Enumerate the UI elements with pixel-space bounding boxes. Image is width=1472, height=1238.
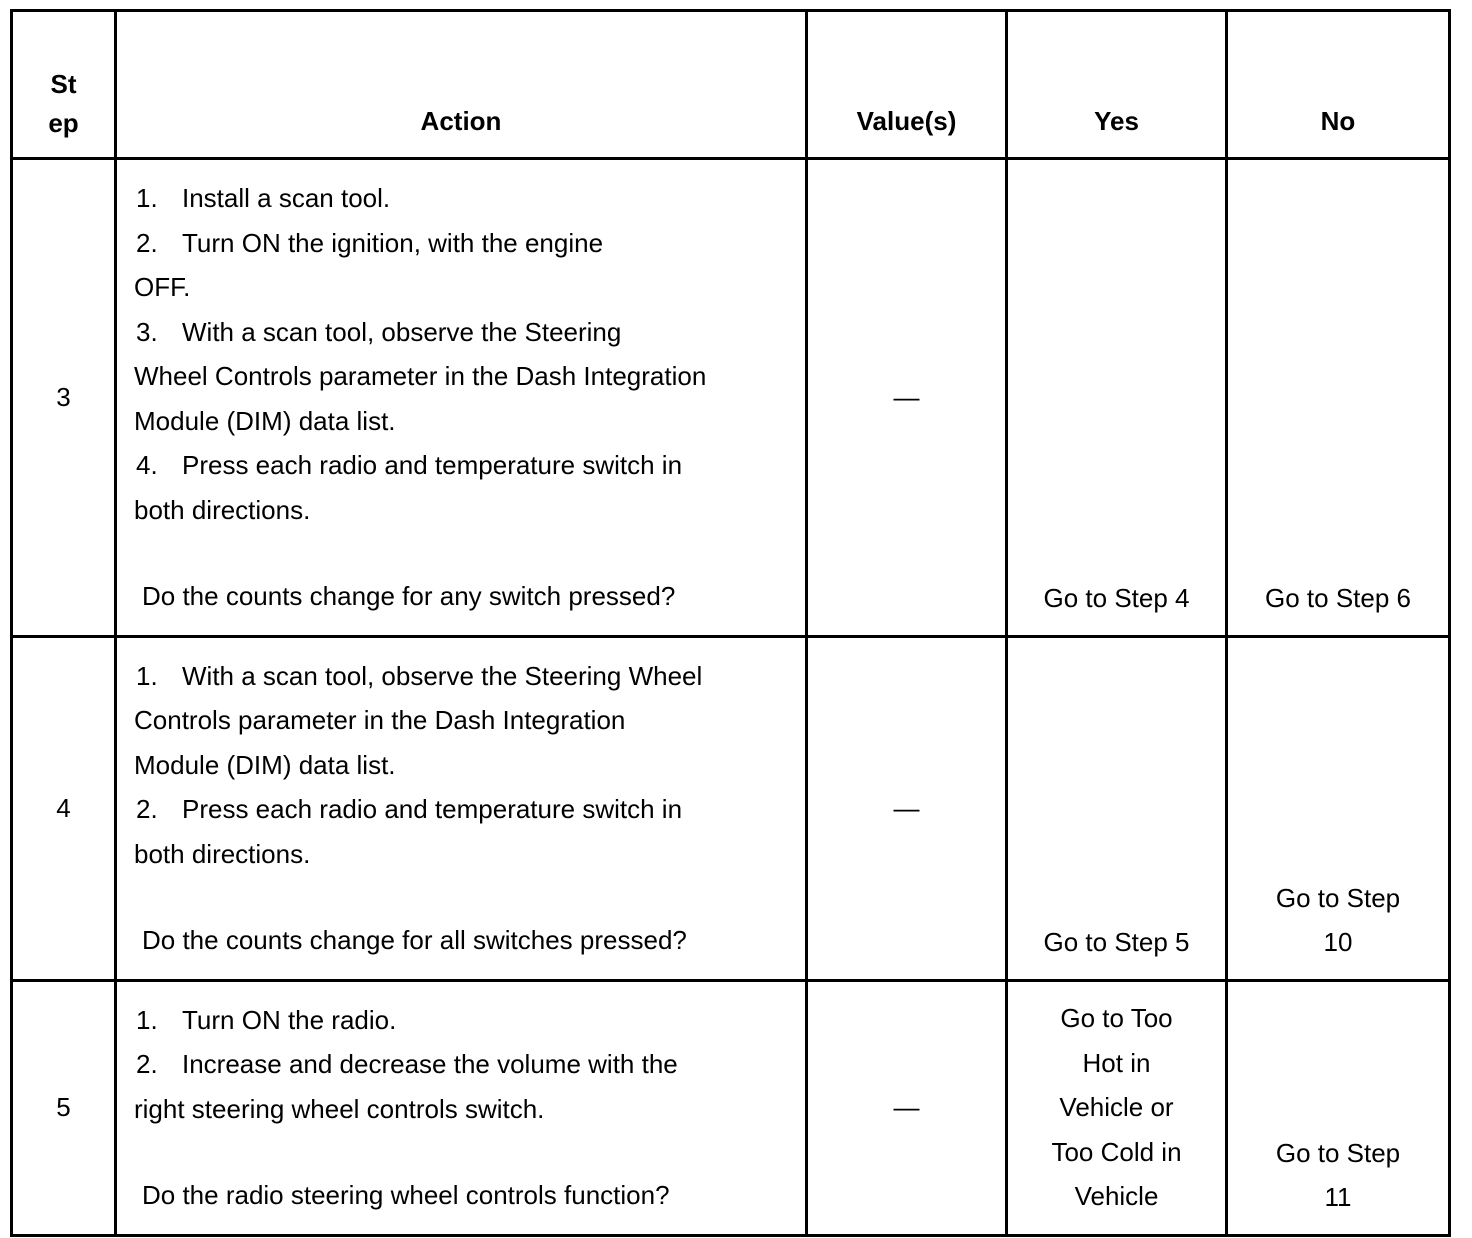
action-item: 3. With a scan tool, observe the Steering — [136, 316, 622, 347]
action-item: 2. Increase and decrease the volume with the — [136, 1049, 678, 1079]
action-item: 1. Install a scan tool. — [136, 183, 391, 213]
yes-cell: Go to Step 5 — [1007, 636, 1227, 980]
step-number: 5 — [12, 980, 116, 1235]
action-item: 2. Press each radio and temperature switch in — [136, 794, 683, 824]
action-question: Do the counts change for all switches pressed? — [142, 925, 687, 955]
no-cell: Go to Step 11 — [1227, 980, 1450, 1235]
value-cell: — — [807, 159, 1007, 637]
diagnostic-table — [10, 9, 1451, 1237]
yes-cell: Go to Too Hot in Vehicle or Too Cold in Vehicle — [1007, 980, 1227, 1235]
table-row — [12, 980, 1450, 1235]
header-step: St ep — [12, 11, 116, 159]
header-values: Value(s) — [807, 11, 1007, 159]
action-item: 1. With a scan tool, observe the Steering Wheel — [136, 660, 703, 691]
header-no: No — [1227, 11, 1450, 159]
action-cell: 1. Install a scan tool. 2. Turn ON the ignition, with the engine OFF. 3. With a scan tool, observe the Steering Wheel Controls parameter in the Dash Integration Module (DIM) data list. 4. Press each radio and temperature switch in both directions. Do the counts change for any switch pressed? — [116, 159, 807, 637]
action-question: Do the counts change for any switch pressed? — [142, 581, 676, 611]
header-action: Action — [116, 11, 807, 159]
value-cell: — — [807, 980, 1007, 1235]
step-number: 3 — [12, 159, 116, 637]
yes-cell: Go to Step 4 — [1007, 159, 1227, 637]
value-cell: — — [807, 636, 1007, 980]
no-cell: Go to Step 10 — [1227, 636, 1450, 980]
no-cell: Go to Step 6 — [1227, 159, 1450, 637]
action-cell: 1. With a scan tool, observe the Steering Wheel Controls parameter in the Dash Integration Module (DIM) data list. 2. Press each radio and temperature switch in both directions. Do the counts change for all switches pressed? — [116, 636, 807, 980]
table-row — [12, 636, 1450, 980]
action-item: 1. Turn ON the radio. — [136, 1004, 397, 1035]
action-item: 2. Turn ON the ignition, with the engine — [136, 227, 604, 258]
action-item: 4. Press each radio and temperature switch in — [136, 450, 683, 480]
header-yes: Yes — [1007, 11, 1227, 159]
action-cell: 1. Turn ON the radio. 2. Increase and decrease the volume with the right steering wheel controls switch. Do the radio steering wheel controls function? — [116, 980, 807, 1235]
action-question: Do the radio steering wheel controls function? — [142, 1180, 670, 1210]
header-row — [12, 11, 1450, 159]
step-number: 4 — [12, 636, 116, 980]
table-row — [12, 159, 1450, 637]
